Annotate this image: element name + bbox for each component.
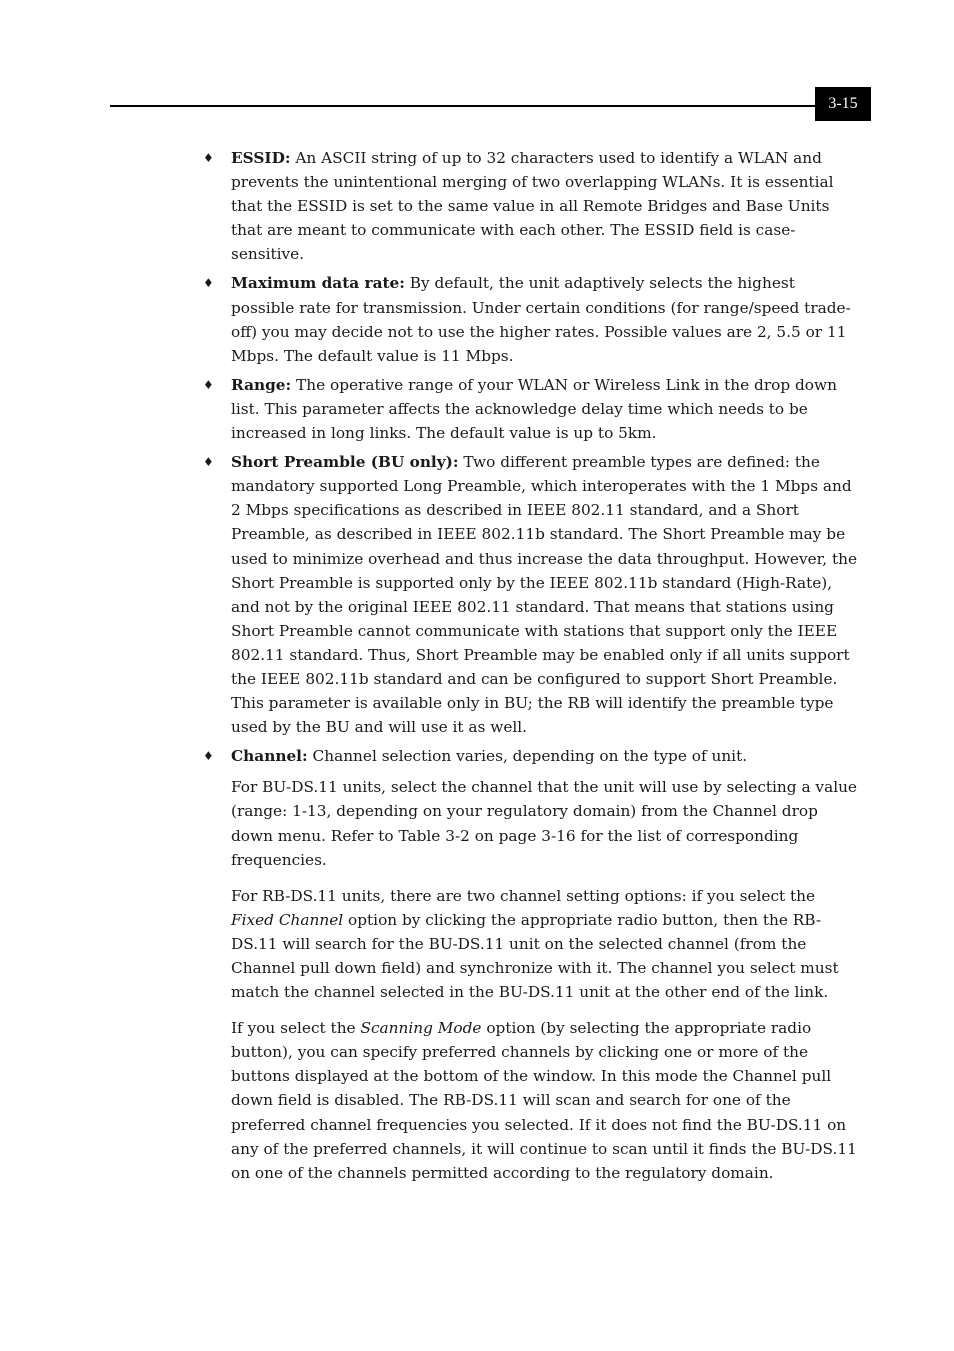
list-item-max-data-rate — [203, 271, 861, 367]
channel-paragraph-scanning — [231, 1016, 861, 1185]
item-term: Maximum data rate: — [231, 274, 405, 293]
item-text: An ASCII string of up to 32 characters used to identify a WLAN and prevents the unintentional merging of two overlapping WLANs. It is essential that the ESSID is set to the same value in all Remote Bridges and Base Units that are meant to communicate with each other. The ESSID field is case-sensitive. — [231, 149, 834, 264]
paragraph-text: If you select the — [231, 1019, 361, 1038]
item-term: Short Preamble (BU only): — [231, 453, 459, 472]
diamond-bullet-icon: ♦ — [203, 276, 214, 291]
diamond-bullet-icon: ♦ — [203, 455, 214, 470]
item-text: Two different preamble types are defined: the mandatory supported Long Preamble, which interoperates with the 1 Mbps and 2 Mbps specifications as described in IEEE 802.11 standard, and a Short Preamble, as described in IEEE 802.11b standard. The Short Preamble may be used to minimize overhead and thus increase the data throughput. However, the Short Preamble is supported only by the IEEE 802.11b standard (High-Rate), and not by the original IEEE 802.11 standard. That means that stations using Short Preamble cannot communicate with stations that support only the IEEE 802.11 standard. Thus, Short Preamble may be enabled only if all units support the IEEE 802.11b standard and can be configured to support Short Preamble. This parameter is available only in BU; the RB will identify the preamble type used by the BU and will use it as well. — [231, 453, 858, 737]
header-rule — [110, 105, 870, 107]
list-item-short-preamble — [203, 450, 861, 739]
list-item-range — [203, 373, 861, 445]
page-number: 3-15 — [815, 87, 871, 121]
diamond-bullet-icon: ♦ — [203, 151, 214, 165]
list-item-channel — [203, 744, 861, 768]
item-text: By default, the unit adaptively selects the highest possible rate for transmission. Under certain conditions (for range/speed trade-off) you may decide not to use the higher rates. Possible values are 2, 5.5 or 11 Mbps. The default value is 11 Mbps. — [231, 274, 851, 365]
scanning-mode-term: Scanning Mode — [360, 1019, 482, 1038]
channel-paragraph-bu: For BU-DS.11 units, select the channel that the unit will use by selecting a value (range: 1-13, depending on your regulatory domain) from the Channel drop down menu. Refer to Table 3-2 on page 3-16 for the list of corresponding frequencies. — [231, 778, 857, 869]
channel-paragraph-rb — [231, 884, 861, 1004]
paragraph-text: option by clicking the appropriate radio button, then the RB-DS.11 will search for the BU-DS.11 unit on the selected channel (from the Channel pull down field) and synchronize with it. The channel you select must match the channel selected in the BU-DS.11 unit at the other end of the link. — [231, 910, 839, 1002]
item-text: The operative range of your WLAN or Wireless Link in the drop down list. This parameter affects the acknowledge delay time which needs to be increased in long links. The default value is up to 5km. — [231, 375, 837, 443]
item-term: ESSID: — [231, 149, 291, 167]
list-item-essid — [203, 146, 861, 266]
diamond-bullet-icon: ♦ — [203, 377, 214, 392]
item-term: Channel: — [231, 747, 308, 766]
paragraph-text: option (by selecting the appropriate radio button), you can specify preferred channels by clicking one or more of the buttons displayed at the bottom of the window. In this mode the Channel pull down field is disabled. The RB-DS.11 will scan and search for one of the preferred channel frequencies you selected. If it does not find the BU-DS.11 on any of the preferred channels, it will continue to scan until it finds the BU-DS.11 on one of the channels permitted according to the regulatory domain. — [231, 1019, 857, 1182]
diamond-bullet-icon: ♦ — [203, 749, 214, 764]
item-text: Channel selection varies, depending on the type of unit. — [307, 747, 748, 766]
item-term: Range: — [231, 375, 292, 394]
fixed-channel-term: Fixed Channel — [231, 910, 344, 929]
paragraph-text: For RB-DS.11 units, there are two channel setting options: if you select the — [231, 886, 816, 905]
body-content — [203, 146, 861, 1197]
